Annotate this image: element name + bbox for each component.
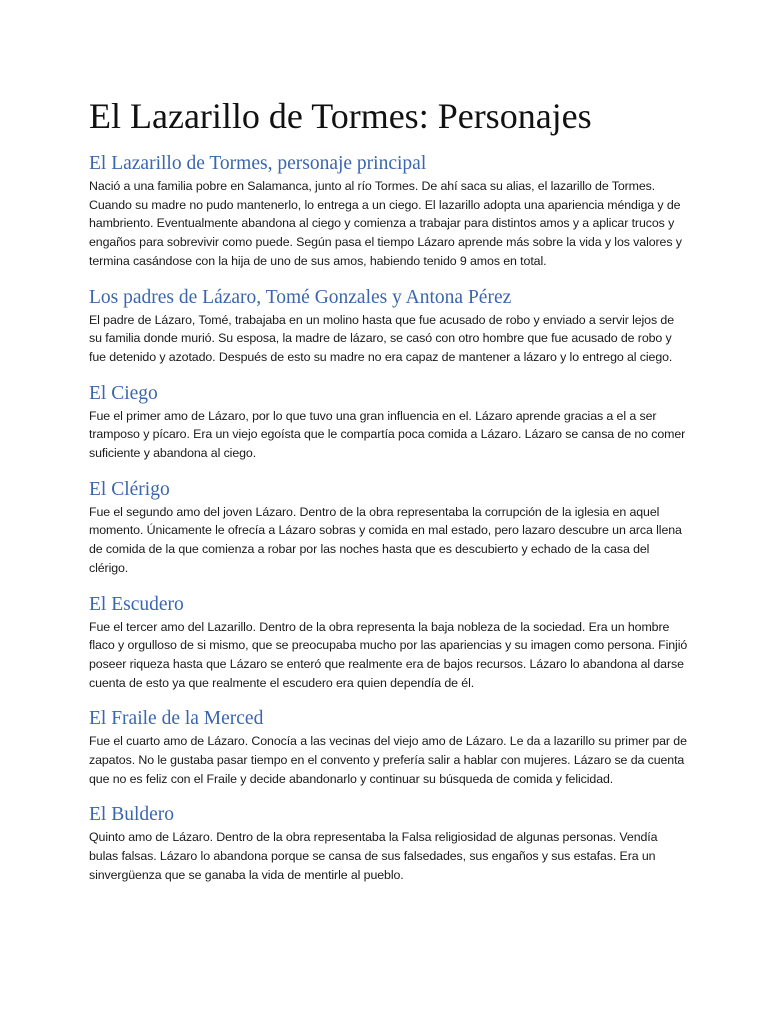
section-body: Fue el tercer amo del Lazarillo. Dentro de la obra representa la baja nobleza de la sociedad. Era un hombre flaco y orgulloso de si mismo, que se preocupaba mucho por las apariencias y su imagen como persona. Finjió poseer riqueza hasta que Lázaro se enteró que realmente era de bajos recursos. Lázaro lo abandona al darse cuenta de esto ya que realmente el escudero era quien dependía de él. xyxy=(89,619,688,690)
section-fraile xyxy=(89,706,689,788)
section-body: Fue el cuarto amo de Lázaro. Conocía a las vecinas del viejo amo de Lázaro. Le da a lazarillo su primer par de zapatos. No le gustaba pasar tiempo en el convento y prefería salir a hablar con mujeres. Lázaro se da cuenta que no es feliz con el Fraile y decide abandonarlo y continuar su búsqueda de comida y felicidad. xyxy=(89,734,687,786)
section-heading: El Clérigo xyxy=(89,478,170,500)
section-heading: El Fraile de la Merced xyxy=(89,708,264,730)
document-content xyxy=(89,93,689,899)
section-heading: El Ciego xyxy=(89,382,158,404)
section-body: Nació a una familia pobre en Salamanca, junto al río Tormes. De ahí saca su alias, el lazarillo de Tormes. Cuando su madre no pudo mantenerlo, lo entrega a un ciego. El lazarillo adopta una apariencia méndiga y de hambriento. Eventualmente abandona al ciego y comienza a trabajar para distintos amos y a aplicar trucos y engaños para sobrevivir como puede. Según pasa el tiempo Lázaro aprende más sobre la vida y los valores y termina casándose con la hija de uno de sus amos, habiendo tenido 9 amos en total. xyxy=(89,179,682,268)
section-body: Fue el segundo amo del joven Lázaro. Dentro de la obra representaba la corrupción de la iglesia en aquel momento. Únicamente le ofrecía a Lázaro sobras y comida en mal estado, pero lazaro descubre un arca llena de comida de la que comienza a robar por las noches hasta que es descubierto y echado de la casa del clérigo. xyxy=(89,504,682,575)
section-body: El padre de Lázaro, Tomé, trabajaba en un molino hasta que fue acusado de robo y enviado a servir lejos de su familia donde murió. Su esposa, la madre de lázaro, se casó con otro hombre que fue acusado de robo y fue detenido y azotado. Después de esto su madre no era capaz de mantener a lázaro y lo entrego al ciego. xyxy=(89,312,674,364)
section-buldero xyxy=(89,802,689,884)
section-heading: Los padres de Lázaro, Tomé Gonzales y Antona Pérez xyxy=(89,286,512,308)
section-clerigo xyxy=(89,477,689,578)
section-body: Quinto amo de Lázaro. Dentro de la obra representaba la Falsa religiosidad de algunas personas. Vendía bulas falsas. Lázaro lo abandona porque se cansa de sus falsedades, sus engaños y sus estafas. Era un sinvergüenza que se ganaba la vida de mentirle al pueblo. xyxy=(89,830,658,882)
section-heading: El Lazarillo de Tormes, personaje principal xyxy=(89,153,427,174)
document-title: El Lazarillo de Tormes: Personajes xyxy=(89,96,592,136)
section-body: Fue el primer amo de Lázaro, por lo que tuvo una gran influencia en el. Lázaro aprende gracias a el a ser tramposo y pícaro. Era un viejo egoísta que le compartía poca comida a Lázaro. Lázaro se cansa de no comer suficiente y abandona al ciego. xyxy=(89,408,686,461)
section-escudero xyxy=(89,592,689,693)
section-padres xyxy=(89,285,689,367)
section-heading: El Buldero xyxy=(89,804,175,826)
section-ciego xyxy=(89,381,689,463)
section-lazarillo xyxy=(89,151,689,271)
section-heading: El Escudero xyxy=(89,593,184,615)
